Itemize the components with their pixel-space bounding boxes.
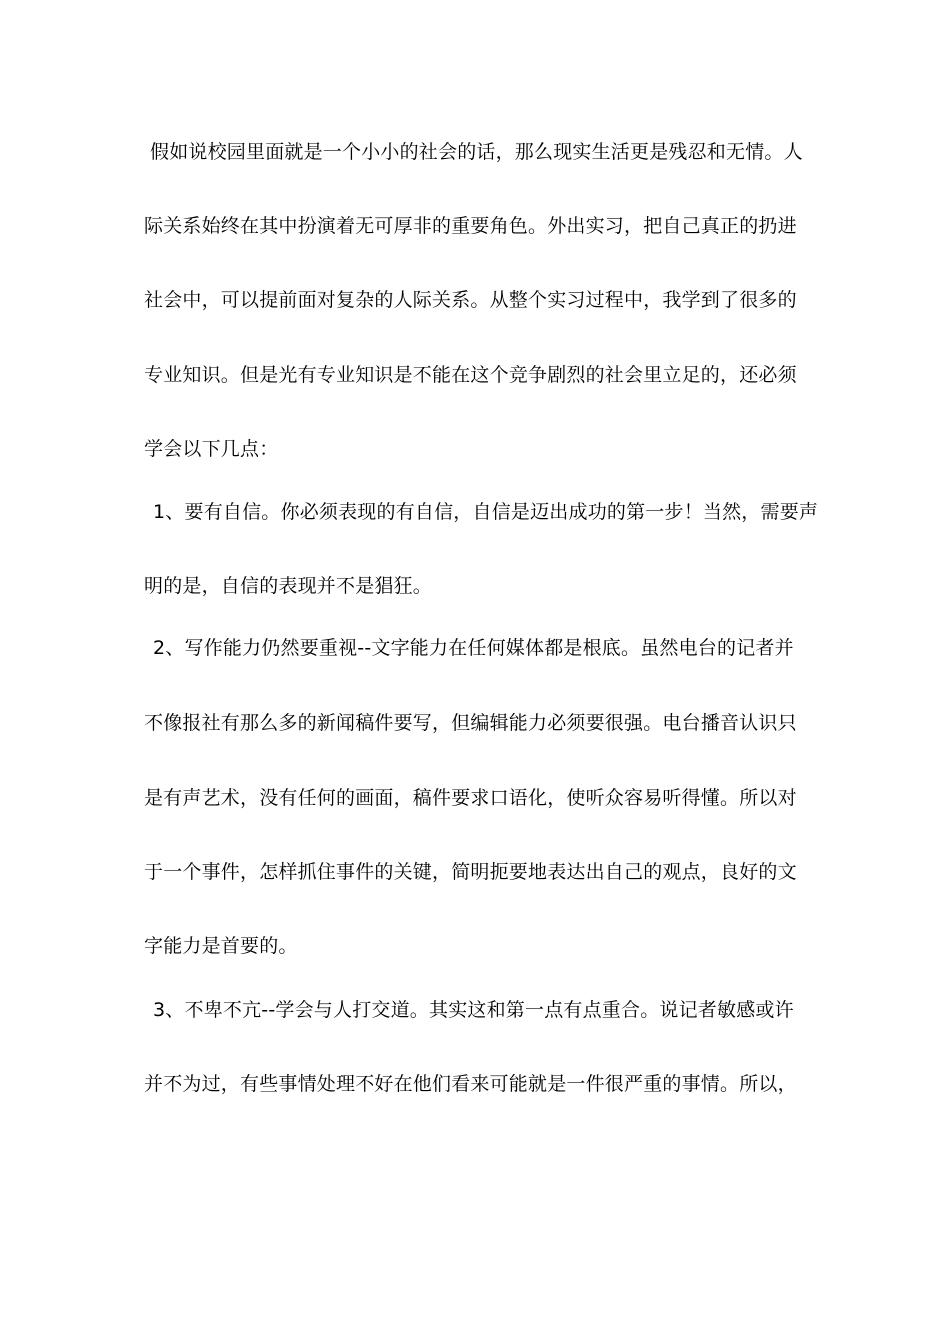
list-item-2-line: 是有声艺术，没有任何的画面，稿件要求口语化，使听众容易听得懂。所以对 <box>144 787 797 809</box>
paragraph-line: 专业知识。但是光有专业知识是不能在这个竞争剧烈的社会里立足的，还必须 <box>144 364 797 386</box>
paragraph-line: 际关系始终在其中扮演着无可厚非的重要角色。外出实习，把自己真正的扔进 <box>144 215 797 237</box>
list-item-2-line: 不像报社有那么多的新闻稿件要写，但编辑能力必须要很强。电台播音认识只 <box>144 712 797 734</box>
list-item-2-line: 于一个事件，怎样抓住事件的关键，简明扼要地表达出自己的观点，良好的文 <box>144 861 797 883</box>
paragraph-line: 社会中，可以提前面对复杂的人际关系。从整个实习过程中，我学到了很多的 <box>144 289 797 311</box>
paragraph-line: 假如说校园里面就是一个小小的社会的话，那么现实生活更是残忍和无情。人 <box>150 141 803 163</box>
list-item-2-line: 2、写作能力仍然要重视--文字能力在任何媒体都是根底。虽然电台的记者并 <box>153 637 794 659</box>
list-item-1-line: 明的是，自信的表现并不是猖狂。 <box>144 575 433 597</box>
list-item-1-line: 1、要有自信。你必须表现的有自信，自信是迈出成功的第一步！当然，需要声 <box>153 501 819 523</box>
list-item-3-line: 并不为过，有些事情处理不好在他们看来可能就是一件很严重的事情。所以， <box>144 1073 797 1095</box>
paragraph-line: 学会以下几点： <box>144 438 279 460</box>
list-item-2-line: 字能力是首要的。 <box>144 935 298 957</box>
list-item-3-line: 3、不卑不亢--学会与人打交道。其实这和第一点有点重合。说记者敏感或许 <box>153 999 794 1021</box>
